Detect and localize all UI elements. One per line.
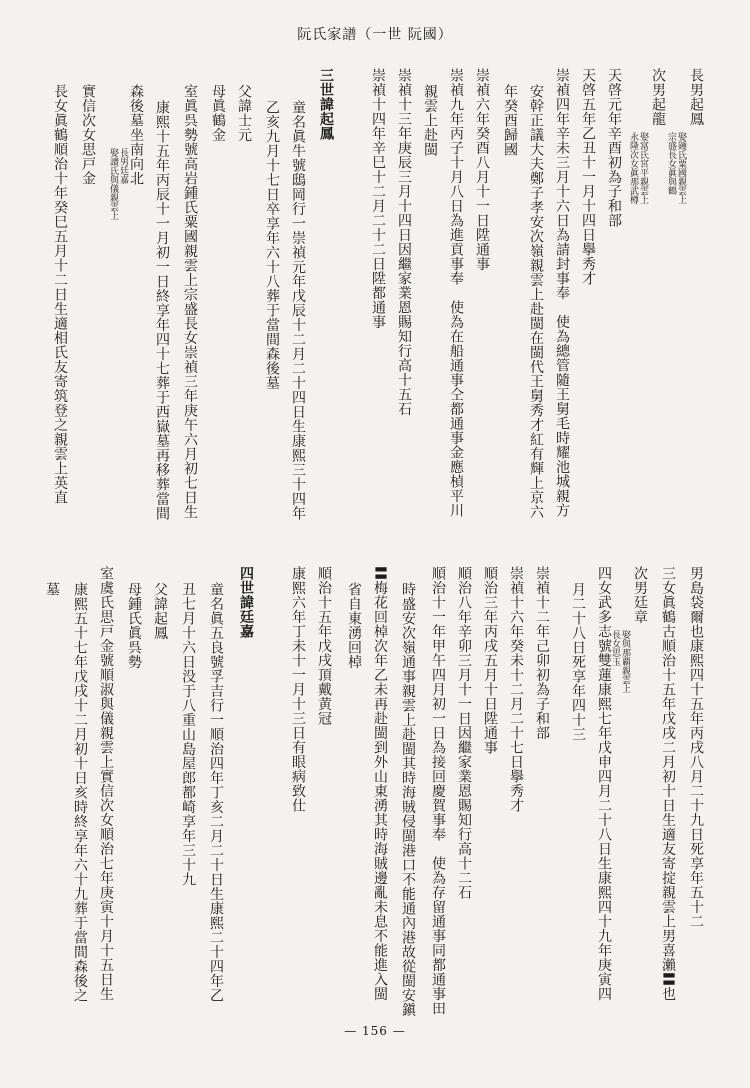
text-column: 乙亥九月十七日卒享年六十八葬于當間森後墓 [264, 100, 280, 390]
annotation-note: 娶讀氏與儀親雲上 [108, 148, 118, 220]
annotation-note: 娶鍾氏粟國親雲上 [676, 132, 686, 204]
text-column: 順治十五年戊戌頂戴黄冠 [316, 566, 332, 726]
text-column: 童名眞牛號鴟岡行一崇禎元年戊辰十二月二十四日生康熙三十四年 [290, 100, 306, 521]
section-heading: 三世諱起鳳 [318, 68, 334, 141]
text-column: 親雲上赴閩 [422, 84, 438, 157]
annotation-note: 宗盛長女眞與鶴 [666, 132, 676, 195]
text-column: 康熙六年丁未十一月十三日有眼病致仕 [290, 566, 306, 813]
section-heading: 四世諱廷嘉 [238, 566, 254, 639]
text-column: 三女眞鶴古順治十五年戊戌二月初十日生適友寄掟親雲上男喜瀨〓也 [660, 566, 676, 1001]
annotation-note: 長女思玉 [610, 630, 620, 666]
text-column: 實信次女思戸金 [80, 84, 96, 186]
text-column: 崇禎九年丙子十月八日為進貢事奉 使為在船通事仝都通事金應楨平川 [448, 68, 464, 518]
text-column: 康熙五十七年戊戌十二月初十日亥時終享年六十九葬于當間森後之 [72, 582, 88, 1003]
text-column: 森後墓坐南向北 [128, 84, 144, 186]
page-header: 阮氏家譜（一世 阮國） [297, 27, 453, 43]
annotation-note: 娶富氏宮平親雲上 [638, 132, 648, 204]
text-column: 長男起鳳 [688, 68, 704, 126]
annotation-note: 長男廷嘉 [118, 148, 128, 184]
text-column: 崇禎十三年庚辰三月十四日因繼家業恩賜知行高十五石 [396, 68, 412, 416]
text-column: 母鍾氏眞呉勢 [126, 582, 142, 669]
text-column: 順治三年丙戌五月十日陞通事 [482, 566, 498, 755]
text-column: 康熙十五年丙辰十一月初一日終享年四十七葬于西嶽墓再移葬當間 [154, 100, 170, 521]
annotation-note: 永隆次女眞那武樽 [628, 132, 638, 204]
text-column: 順治十一年甲午四月初一日為接回慶賀事奉 使為存留通事同都通事田 [430, 566, 446, 1016]
text-column: 崇禎十二年己卯初為子和部 [534, 566, 550, 740]
page-number: — 156 — [344, 1024, 406, 1038]
text-column: 崇禎六年癸酉八月十一日陞通事 [474, 68, 490, 271]
annotation-note: 娶與那覇親雲上 [620, 630, 630, 693]
text-column: 順治八年辛卯三月十一日因繼家業恩賜知行高十二石 [456, 566, 472, 900]
text-column: 天啓元年辛酉初為子和部 [606, 68, 622, 228]
text-column: 崇禎四年辛未三月十六日為請封事奉 使為總管隨王舅毛時耀池城親方 [554, 68, 570, 518]
text-column: 男島袋爾也康熙四十五年丙戌八月二十九日死享年五十二 [688, 566, 704, 929]
text-column: 父諱士元 [236, 84, 252, 142]
text-column: 室眞呉勢號高岩鍾氏粟國親雲上宗盛長女崇禎三年庚午六月初七日生 [182, 84, 198, 519]
text-column: 室虞氏思戸金號順淑與儀親雲上實信次女順治七年庚寅十月十五日生 [98, 566, 114, 1001]
text-column: 童名眞五良號孚吉行一順治四年丁亥二月二十日生康熙二十四年乙 [208, 582, 224, 1003]
text-column: 丑七月十六日没于八重山島屋郎都崎享年三十九 [180, 582, 196, 887]
text-column: 母眞鶴金 [210, 84, 226, 142]
text-column: 長女眞鶴順治十年癸巳五月十二日生適相氏友寄筑登之親雲上英直 [52, 84, 68, 505]
text-column: 四女武多志號雙蓮康熙七年戊申四月二十八日生康熙四十九年庚寅四 [596, 566, 612, 1001]
text-column: 月二十八日死享年四十三 [570, 582, 586, 742]
text-column: 次男廷章 [632, 566, 648, 624]
text-column: 安幹正議大夫鄭子孝安次嶺親雲上赴閩在閩代王舅秀才紅有輝上京六 [528, 84, 544, 519]
text-column: 時盛安次嶺通事親雲上赴閩其時海賊侵閩港口不能通內港故從閩安鎭 [400, 582, 416, 1017]
text-column: 省自東湧回棹 [346, 582, 362, 669]
text-column: 次男起龍 [650, 68, 666, 126]
text-column: 〓梅花回棹次年乙未再赴閩到外山東湧其時海賊邊亂未息不能進入閩 [372, 566, 388, 1001]
text-column: 父諱起鳳 [152, 582, 168, 640]
text-column: 年癸酉歸國 [502, 84, 518, 157]
text-column: 崇禎十六年癸未十二月二十七日擧秀才 [508, 566, 524, 813]
text-column: 天啓五年乙丑十一月十四日擧秀才 [580, 68, 596, 286]
text-column: 墓 [44, 582, 60, 597]
text-column: 崇禎十四年辛巳十二月二十二日陞都通事 [370, 68, 386, 329]
